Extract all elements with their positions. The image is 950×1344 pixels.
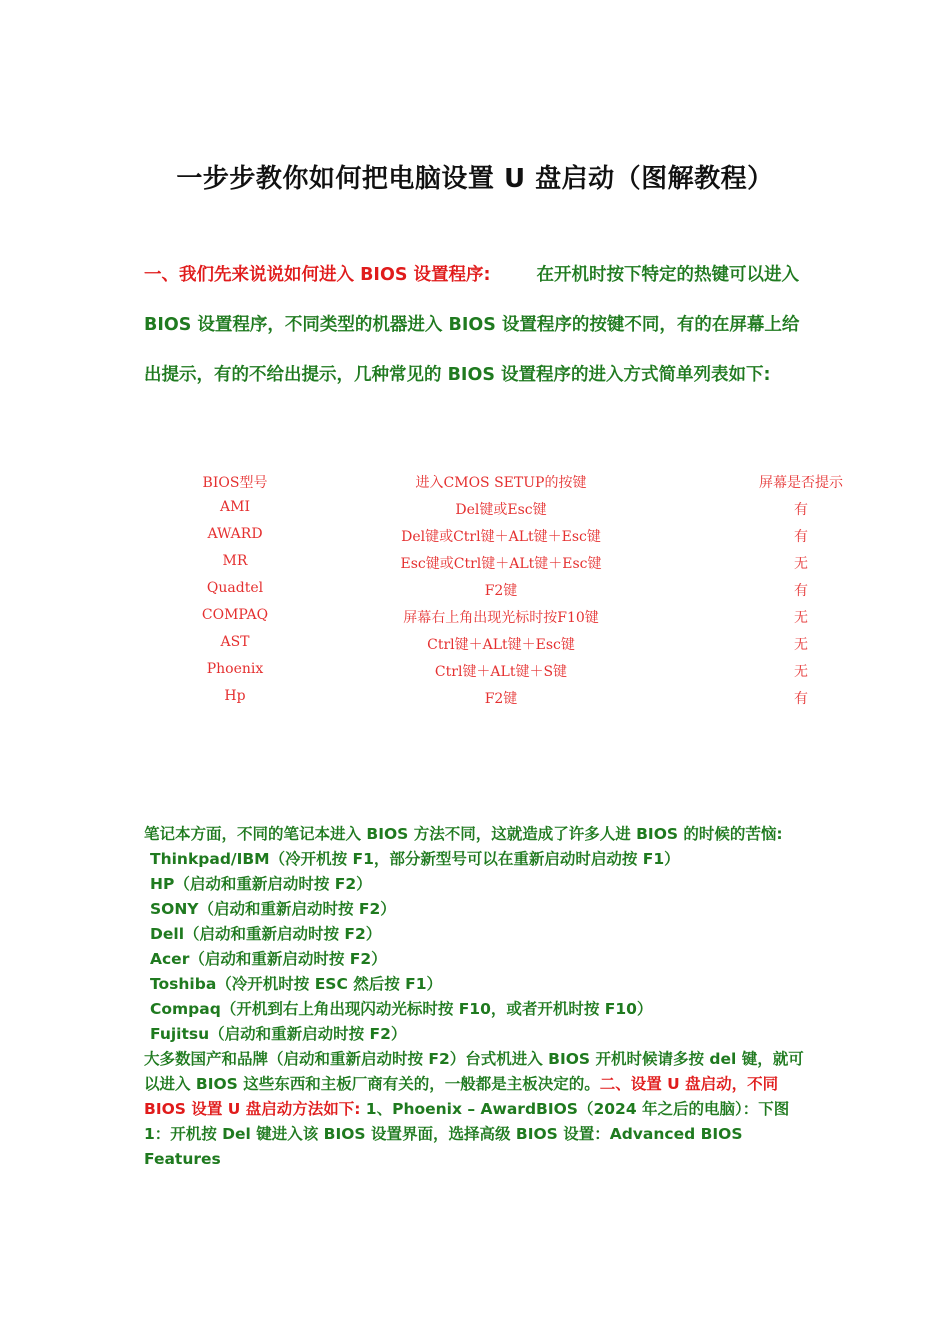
list-item: Thinkpad/IBM（冷开机按 F1，部分新型号可以在重新启动时启动按 F1） xyxy=(150,850,680,868)
cell-prompt: 无 xyxy=(794,637,808,653)
list-item: Fujitsu（启动和重新启动时按 F2） xyxy=(150,1025,407,1043)
cell-key: F2键 xyxy=(484,691,518,707)
notebook-intro: 笔记本方面，不同的笔记本进入 BIOS 方法不同，这就造成了许多人进 BIOS 的时候的苦恼: xyxy=(144,825,783,843)
desktop-note: 大多数国产和品牌（启动和重新启动时按 F2）台式机进入 BIOS 开机时候请多按 del 键，就可以进入 BIOS 这些东西和主板厂商有关的，一般都是主板决定的。 xyxy=(144,1050,804,1093)
table-row xyxy=(150,580,850,607)
section-2-text: 1、Phoenix – AwardBIOS（2024 年之后的电脑）：下图 1：开机按 Del 键进入该 BIOS 设置界面，选择高级 BIOS 设置：Advanced BIOS Features xyxy=(144,1100,790,1168)
table-row xyxy=(150,607,850,634)
table-row xyxy=(150,634,850,661)
list-item: HP（启动和重新启动时按 F2） xyxy=(150,875,372,893)
cell-key: Del键或Ctrl键＋ALt键＋Esc键 xyxy=(401,529,601,545)
cell-key: 屏幕右上角出现光标时按F10键 xyxy=(403,610,599,626)
section-1-heading: 一、我们先来说说如何进入 BIOS 设置程序: xyxy=(144,265,491,285)
cell-key: Del键或Esc键 xyxy=(455,502,547,518)
cell-prompt: 有 xyxy=(794,691,808,707)
cell-key: Esc键或Ctrl键＋ALt键＋Esc键 xyxy=(400,556,602,572)
intro-paragraph xyxy=(144,250,814,400)
cell-model: AMI xyxy=(220,499,250,515)
notebook-section xyxy=(144,822,814,1172)
cell-model: COMPAQ xyxy=(201,607,269,623)
page-title: 一步步教你如何把电脑设置 U 盘启动（图解教程） xyxy=(176,164,774,194)
table-header-row xyxy=(150,472,850,499)
cell-prompt: 有 xyxy=(794,529,808,545)
cell-prompt: 有 xyxy=(794,583,808,599)
cell-prompt: 无 xyxy=(794,664,808,680)
list-item: Toshiba（冷开机时按 ESC 然后按 F1） xyxy=(150,975,442,993)
cell-prompt: 有 xyxy=(794,502,808,518)
cell-model: Quadtel xyxy=(206,580,264,596)
list-item: SONY（启动和重新启动时按 F2） xyxy=(150,900,396,918)
table-row xyxy=(150,526,850,553)
cell-key: Ctrl键＋ALt键＋Esc键 xyxy=(427,637,575,653)
list-item: Dell（启动和重新启动时按 F2） xyxy=(150,925,382,943)
header-screen-prompt: 屏幕是否提示 xyxy=(759,475,843,491)
cell-model: AST xyxy=(220,634,250,650)
intro-text: 在开机时按下特定的热键可以进入 BIOS 设置程序，不同类型的机器进入 BIOS 设置程序的按键不同，有的在屏幕上给出提示，有的不给出提示，几种常见的 BIOS 设置程序的进入方式简单列表如下: xyxy=(144,265,800,385)
table-row xyxy=(150,688,850,715)
table-row xyxy=(150,661,850,688)
header-bios-model: BIOS型号 xyxy=(202,475,268,491)
cell-model: AWARD xyxy=(207,526,263,542)
cell-model: Hp xyxy=(224,688,246,704)
table-row xyxy=(150,499,850,526)
cell-prompt: 无 xyxy=(794,556,808,572)
table-row xyxy=(150,553,850,580)
section-2-heading: 二、设置 U 盘启动，不同 BIOS 设置 U 盘启动方法如下: xyxy=(144,1075,779,1118)
cell-key: F2键 xyxy=(484,583,518,599)
cell-model: Phoenix xyxy=(206,661,264,677)
bios-key-table xyxy=(150,472,850,715)
closing-paragraph xyxy=(144,1047,814,1172)
list-item: Compaq（开机到右上角出现闪动光标时按 F10，或者开机时按 F10） xyxy=(150,1000,653,1018)
list-item: Acer（启动和重新启动时按 F2） xyxy=(150,950,387,968)
cell-prompt: 无 xyxy=(794,610,808,626)
header-setup-key: 进入CMOS SETUP的按键 xyxy=(415,475,587,491)
cell-key: Ctrl键＋ALt键＋S键 xyxy=(434,664,568,680)
cell-model: MR xyxy=(222,553,248,569)
